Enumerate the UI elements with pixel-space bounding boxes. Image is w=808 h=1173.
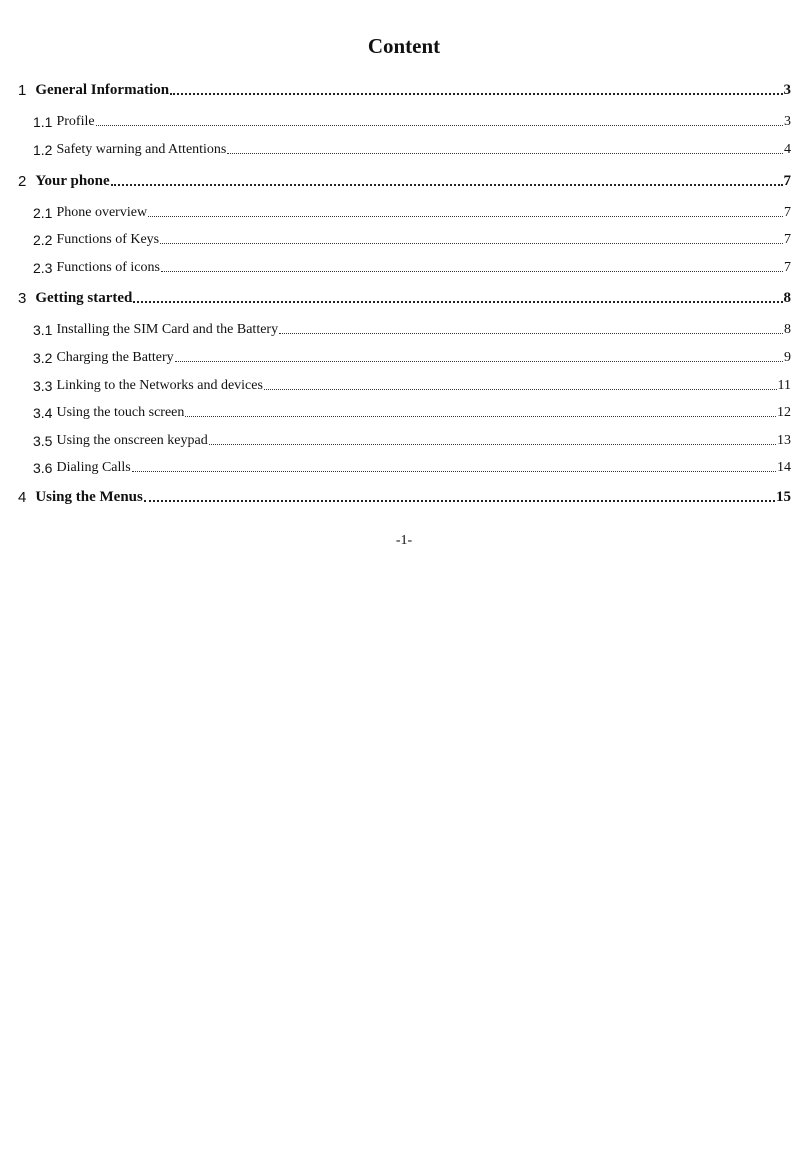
toc-page-number: 7 (784, 205, 791, 220)
page-title: Content (367, 34, 441, 58)
toc-entry-3[interactable] (18, 285, 791, 307)
toc-page-number: 8 (783, 290, 791, 306)
toc-title: Functions of icons (56, 260, 160, 275)
toc-number: 2 (18, 173, 27, 190)
toc-number: 4 (18, 489, 27, 506)
toc-page-number: 8 (784, 322, 791, 337)
toc-number: 2.1 (33, 205, 53, 221)
toc-entry-2-1[interactable] (33, 199, 791, 221)
toc-page-number: 11 (777, 378, 791, 393)
toc-title: Profile (56, 114, 95, 129)
toc-title: Getting started (35, 290, 133, 306)
toc-title: Your phone (35, 173, 110, 189)
toc-page-number: 12 (777, 405, 791, 420)
toc-leader (264, 389, 777, 390)
toc-title: Using the onscreen keypad (56, 433, 208, 448)
toc-title: Phone overview (56, 205, 148, 220)
toc-number: 3.4 (33, 405, 53, 421)
toc-entry-3-1[interactable] (33, 316, 791, 338)
toc-page-number: 15 (776, 489, 791, 505)
toc-page-number: 14 (777, 460, 791, 475)
toc-leader (96, 125, 783, 126)
toc-leader (111, 184, 783, 186)
toc-title: Installing the SIM Card and the Battery (56, 322, 279, 337)
toc-title: Safety warning and Attentions (56, 142, 227, 157)
toc-leader (161, 271, 783, 272)
toc-page-number: 3 (783, 82, 791, 98)
toc-leader (175, 361, 783, 362)
toc-number: 3.5 (33, 433, 53, 449)
toc-page-number: 7 (783, 173, 791, 189)
toc-leader (279, 333, 783, 334)
toc-page-number: 9 (784, 350, 791, 365)
toc-number: 3.6 (33, 460, 53, 476)
toc-leader (209, 444, 776, 445)
toc-leader (133, 301, 782, 303)
toc-title: Charging the Battery (56, 350, 174, 365)
toc-entry-3-3[interactable] (33, 372, 791, 394)
toc-title: Using the touch screen (56, 405, 185, 420)
toc-leader (132, 471, 776, 472)
toc-entry-2-2[interactable] (33, 226, 791, 248)
toc-number: 1.2 (33, 142, 53, 158)
toc-entry-1-2[interactable] (33, 136, 791, 158)
toc-leader (227, 153, 783, 154)
toc-leader (144, 500, 775, 502)
toc-number: 3.2 (33, 350, 53, 366)
toc-entry-2-3[interactable] (33, 254, 791, 276)
toc-number: 3.3 (33, 378, 53, 394)
toc-entry-2[interactable] (18, 168, 791, 190)
toc-entry-1-1[interactable] (33, 108, 791, 130)
toc-entry-3-6[interactable] (33, 454, 791, 476)
toc-page-number: 3 (784, 114, 791, 129)
toc-page-number: 4 (784, 142, 791, 157)
toc-page-number: 13 (777, 433, 791, 448)
toc-title: Linking to the Networks and devices (56, 378, 263, 393)
toc-number: 3 (18, 290, 27, 307)
toc-title: General Information (35, 82, 170, 98)
toc-number: 2.2 (33, 232, 53, 248)
toc-title: Using the Menus (35, 489, 143, 505)
page-footer-number: -1- (395, 533, 413, 548)
toc-entry-3-2[interactable] (33, 344, 791, 366)
toc-entry-3-5[interactable] (33, 427, 791, 449)
toc-number: 3.1 (33, 322, 53, 338)
toc-entry-1[interactable] (18, 77, 791, 99)
toc-entry-4[interactable] (18, 484, 791, 506)
toc-number: 1.1 (33, 114, 53, 130)
toc-page-number: 7 (784, 260, 791, 275)
toc-title: Dialing Calls (56, 460, 131, 475)
toc-entry-3-4[interactable] (33, 399, 791, 421)
toc-leader (148, 216, 783, 217)
toc-leader (170, 93, 782, 95)
toc-title: Functions of Keys (56, 232, 160, 247)
toc-page-number: 7 (784, 232, 791, 247)
toc-number: 2.3 (33, 260, 53, 276)
toc-number: 1 (18, 82, 27, 99)
toc-leader (185, 416, 776, 417)
toc-leader (160, 243, 783, 244)
